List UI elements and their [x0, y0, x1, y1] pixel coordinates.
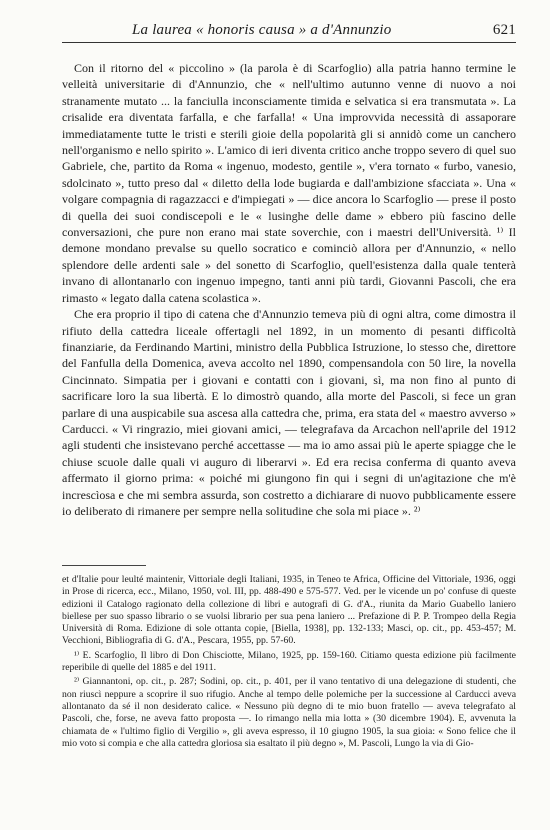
- paragraph: Che era proprio il tipo di catena che d'Annunzio temeva più di ogni altra, come dimostra il rifiuto della cattedra liceale offertagli nel 1892, in un momento di pesanti difficoltà finanziarie, da Ferdinando Martini, ministro della Pubblica Istruzione, lo stesso che, direttore del Fanfulla della Domenica, aveva accolto nel 1890, compensandola con 50 lire, la novella Cincinnato. Simpatia per i giovani e contatti con i giovani, sì, ma non fino al punto di sacrificare loro la sua libertà. E lo dimostrò quando, alla morte del Pascoli, si fece un gran parlare di una auspicabile sua ascesa alla cattedra che, prima, era stata del « maestro avverso » Carducci. « Vi ringrazio, miei giovani amici, — telegrafava da Arcachon nell'aprile del 1912 agli studenti che insistevano perché accettasse — ma io amo assai più le aperte spiagge che le chiuse scuole dalle quali vi auguro di liberarvi ». Ed era recisa conferma di quanto aveva affermato il giorno prima: « poiché mi giungono fin qui i segni di un'agitazione che m'è increscìosa e che mi sembra assurda, son costretto a dichiarare di nuovo pubblicamente essere io deliberato di rimanere per sempre nella solitudine che sola mi piace ». ²⁾: [62, 307, 516, 518]
- footnote: ²⁾ Giannantoni, op. cit., p. 287; Sodini, op. cit., p. 401, per il vano tentativo di una delegazione di studenti, che non riuscì neppure a scoprire il suo rifugio. Anche al tempo delle polemiche per la successione al Carducci aveva allontanato da sé il non desiderato calice. « Nessuno più degno di te mio buon fratello — aveva telegrafato al Pascoli, che, forse, ne aveva fatto proposta —. Io rimango nella mia lotta » (30 dicembre 1904). E, avvenuta la chiamata de « l'ultimo figlio di Vergilio », gli aveva espresso, il 10 giugno 1905, la sua gioia: « Sono felice che il mio voto si compia e che alla cattedra gloriosa sia esaltato il più degno », M. Pascoli, Lungo la via di Gio-: [62, 676, 516, 749]
- footnote: ¹⁾ E. Scarfoglio, Il libro di Don Chisciotte, Milano, 1925, pp. 159-160. Citiamo questa edizione più facilmente reperibile di quelle del 1885 e del 1911.: [62, 649, 516, 674]
- page-number: 621: [492, 22, 516, 38]
- footnote-separator: [62, 565, 146, 566]
- running-title: La laurea « honoris causa » a d'Annunzio: [132, 22, 392, 38]
- footnote-continuation: et d'Italie pour leulté maintenir, Vittoriale degli Italiani, 1935, in Teneo te Africa, Officine del Vittoriale, 1936, oggi in Prose di ricerca, ecc., Milano, 1950, vol. III, pp. 488-490 e 575-577. Ved. per le vicende un po' confuse di queste edizioni il Catalogo ragionato della collezione di libri e autografi di G. d'A., riunita da Mario Guabello laniero biellese per suo spasso librario o se vuolsi librario per sua pena laniero ... Prefazione di P. P. Trompeo della Regia Università di Roma. Edizione di sole ottanta copie, [Biella, 1938], pp. 132-133; Masci, op. cit., pp. 453-457; M. Vecchioni, Bibliografia di G. d'A., Pescara, 1955, pp. 57-60.: [62, 574, 516, 647]
- paragraph: Con il ritorno del « piccolino » (la parola è di Scarfoglio) alla patria hanno termine le velleità universitarie di d'Annunzio, che « nell'ultimo autunno venne di nuovo a noi stranamente mutato ... la fanciulla inconsciamente timida e selvatica si era transmutata ». La crisalide era diventata farfalla, e che farfalla! « Una improvvida necessità di assaporare immediatamente tutte le tristi e sterili gioie della popolarità gli si annidò come un canchero nell'organismo e nello spirito ». L'amico di ieri diventa critico anche troppo severo di quel suo Gabriele, che, partito da Roma « ingenuo, modesto, gentile », v'era tornato « furbo, vanesio, sdolcinato », tutto preso dal « diletto della lode bugiarda e dall'ambizione sfacciata ». Una « volgare compagnia di ragazzacci e d'impiegati » — dice ancora lo Scarfoglio — prese il posto di quella dei suoi condiscepoli e le « lusinghe delle dame » ebbero più fascino delle conversazioni, che pure non erano mai state soverchie, con i maestri dell'Università. ¹⁾ Il demone mondano prevalse su quello socratico e cominciò allora per d'Annunzio, « nello splendore delle ardenti sale » del sonetto di Scarfoglio, quell'esistenza dalla quale tenterà invano di allontanarlo con ingenuo impegno, tanti anni più tardi, Giovanni Pascoli, che era rimasto « legato dalla catena scolastica ».: [62, 61, 516, 305]
- main-text: [62, 60, 516, 519]
- footnotes: [62, 574, 516, 752]
- page-header: [62, 20, 516, 43]
